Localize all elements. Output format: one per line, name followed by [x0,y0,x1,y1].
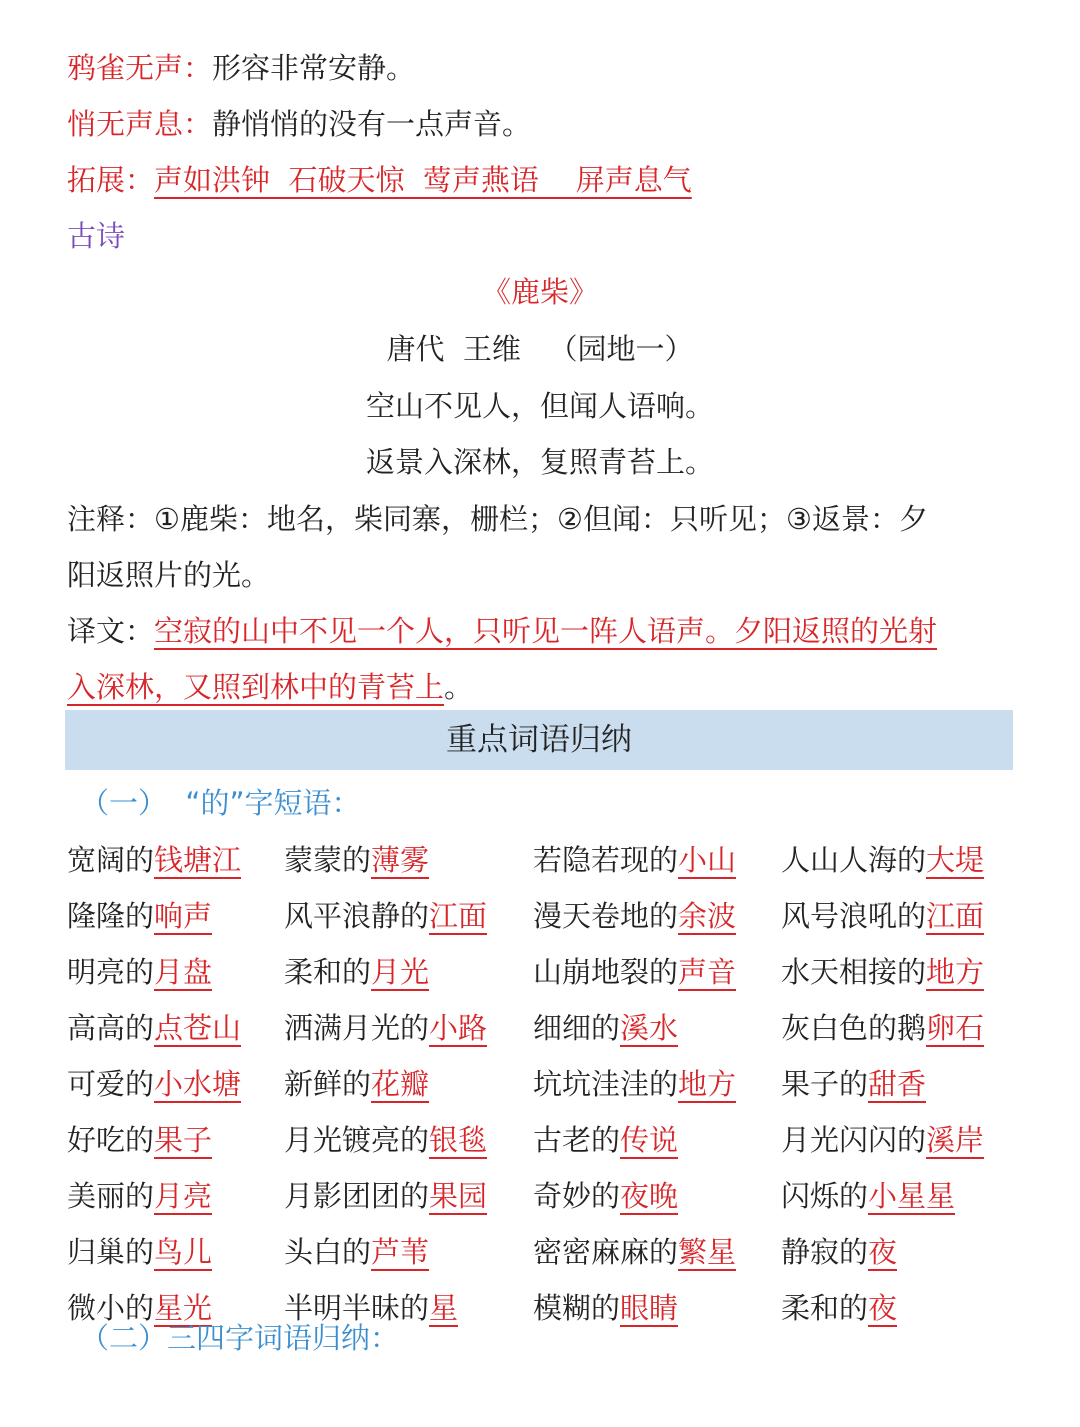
extension-row [67,160,692,200]
idiom-term: 悄无声息： [67,107,213,141]
phrase-item [533,1064,736,1104]
phrase-item [67,1064,241,1104]
phrase-item [284,1176,487,1216]
phrase-keyword: 江面 [429,899,488,933]
phrase-item [533,1008,678,1048]
translation-end: 。 [444,670,474,704]
phrase-item [284,896,487,936]
phrase-item [533,1288,678,1328]
phrase-keyword: 薄雾 [371,843,430,877]
phrase-item [284,1232,429,1272]
phrase-modifier: 月光闪闪的 [781,1123,927,1157]
idiom-meaning: 形容非常安静。 [212,51,416,85]
phrase-keyword: 小星星 [868,1179,956,1213]
phrase-keyword: 果子 [154,1123,213,1157]
phrase-modifier: 灰白色的鹅 [781,1011,927,1045]
phrase-item [533,952,736,992]
phrase-keyword: 月亮 [154,1179,213,1213]
phrase-keyword: 月光 [371,955,430,989]
poem-author: 唐代 王维 （园地一） [386,332,694,366]
phrase-modifier: 模糊的 [533,1291,621,1325]
phrase-modifier: 美丽的 [67,1179,155,1213]
phrase-item [67,1008,241,1048]
subsection-heading-2: （二）三四字词语归纳： [80,1321,400,1355]
phrase-keyword: 传说 [620,1123,679,1157]
phrase-item [533,1176,678,1216]
extension-label: 拓展： [67,163,155,197]
phrase-keyword: 甜香 [868,1067,927,1101]
phrase-modifier: 人山人海的 [781,843,927,877]
phrase-item [284,1120,487,1160]
phrase-keyword: 月盘 [154,955,213,989]
phrase-item [67,1232,212,1272]
poem-notes-2: 阳返照片的光。 [67,558,271,592]
phrase-item [67,840,241,880]
phrase-item [781,1064,926,1104]
phrase-keyword: 夜 [868,1235,898,1269]
translation-text-2: 入深林，又照到林中的青苔上 [67,670,445,704]
phrase-modifier: 蒙蒙的 [284,843,372,877]
phrase-item [533,1232,736,1272]
phrase-modifier: 高高的 [67,1011,155,1045]
phrase-item [533,840,736,880]
phrase-keyword: 繁星 [678,1235,737,1269]
phrase-modifier: 古老的 [533,1123,621,1157]
phrase-modifier: 隆隆的 [67,899,155,933]
phrase-modifier: 半明半昧的 [284,1291,430,1325]
translation-text-1: 空寂的山中不见一个人，只听见一阵人语声。夕阳返照的光射 [154,614,938,648]
phrase-item [781,1008,984,1048]
phrase-keyword: 花瓣 [371,1067,430,1101]
phrase-item [67,952,212,992]
phrase-modifier: 风平浪静的 [284,899,430,933]
phrase-item [67,896,212,936]
phrase-modifier: 可爱的 [67,1067,155,1101]
phrase-keyword: 夜晚 [620,1179,679,1213]
phrase-keyword: 点苍山 [154,1011,242,1045]
phrase-keyword: 溪岸 [926,1123,985,1157]
poem-notes-1: 注释：①鹿柴：地名，柴同寨，栅栏；②但闻：只听见；③返景：夕 [67,502,928,536]
phrase-item [781,1232,897,1272]
idiom-meaning: 静悄悄的没有一点声音。 [212,107,532,141]
phrase-keyword: 响声 [154,899,213,933]
phrase-keyword: 星光 [154,1291,213,1325]
phrase-keyword: 大堤 [926,843,985,877]
phrase-keyword: 夜 [868,1291,898,1325]
translation-row-2 [67,667,473,707]
phrase-keyword: 地方 [678,1067,737,1101]
phrase-item [781,1120,984,1160]
phrase-item [781,1176,955,1216]
phrase-item [781,896,984,936]
phrase-modifier: 细细的 [533,1011,621,1045]
phrase-keyword: 地方 [926,955,985,989]
phrase-keyword: 银毯 [429,1123,488,1157]
phrase-keyword: 芦苇 [371,1235,430,1269]
phrase-keyword: 卵石 [926,1011,985,1045]
translation-row-1 [67,611,937,651]
phrase-modifier: 漫天卷地的 [533,899,679,933]
phrase-modifier: 若隐若现的 [533,843,679,877]
phrase-item [284,1008,487,1048]
phrase-item [533,896,736,936]
phrase-modifier: 宽阔的 [67,843,155,877]
phrase-keyword: 江面 [926,899,985,933]
phrase-modifier: 奇妙的 [533,1179,621,1213]
phrase-modifier: 山崩地裂的 [533,955,679,989]
phrase-item [67,1120,212,1160]
phrase-keyword: 钱塘江 [154,843,242,877]
phrase-modifier: 坑坑洼洼的 [533,1067,679,1101]
phrase-modifier: 洒满月光的 [284,1011,430,1045]
idiom-row [67,104,531,144]
phrase-modifier: 明亮的 [67,955,155,989]
phrase-modifier: 静寂的 [781,1235,869,1269]
phrase-keyword: 小山 [678,843,737,877]
phrase-keyword: 星 [429,1291,459,1325]
phrase-modifier: 微小的 [67,1291,155,1325]
phrase-modifier: 好吃的 [67,1123,155,1157]
phrase-modifier: 新鲜的 [284,1067,372,1101]
subsection-heading-1: （一） “的”字短语： [80,786,361,820]
translation-label: 译文： [67,614,155,648]
phrase-item [284,840,429,880]
phrase-item [781,1288,897,1328]
phrase-keyword: 眼睛 [620,1291,679,1325]
phrase-modifier: 水天相接的 [781,955,927,989]
idiom-row [67,48,415,88]
extension-words: 声如洪钟 石破天惊 莺声燕语 屏声息气 [154,163,692,197]
phrase-item [67,1176,212,1216]
phrase-item [533,1120,678,1160]
phrase-modifier: 月光镀亮的 [284,1123,430,1157]
phrase-item [781,952,984,992]
idiom-term: 鸦雀无声： [67,51,213,85]
phrase-keyword: 小路 [429,1011,488,1045]
phrase-modifier: 月影团团的 [284,1179,430,1213]
phrase-modifier: 果子的 [781,1067,869,1101]
phrase-keyword: 小水塘 [154,1067,242,1101]
phrase-keyword: 余波 [678,899,737,933]
phrase-modifier: 密密麻麻的 [533,1235,679,1269]
phrase-modifier: 风号浪吼的 [781,899,927,933]
phrase-keyword: 声音 [678,955,737,989]
section-banner: 重点词语归纳 [65,710,1013,770]
poem-line-1: 空山不见人，但闻人语响。 [365,389,714,423]
phrase-modifier: 闪烁的 [781,1179,869,1213]
poem-title: 《鹿柴》 [481,275,598,309]
phrase-item [284,1064,429,1104]
phrase-modifier: 柔和的 [284,955,372,989]
phrase-modifier: 归巢的 [67,1235,155,1269]
phrase-item [781,840,984,880]
phrase-keyword: 溪水 [620,1011,679,1045]
phrase-keyword: 果园 [429,1179,488,1213]
poem-line-2: 返景入深林，复照青苔上。 [365,445,714,479]
phrase-item [284,952,429,992]
phrase-keyword: 鸟儿 [154,1235,213,1269]
phrase-modifier: 头白的 [284,1235,372,1269]
section-poem-heading: 古诗 [67,219,126,253]
phrase-modifier: 柔和的 [781,1291,869,1325]
